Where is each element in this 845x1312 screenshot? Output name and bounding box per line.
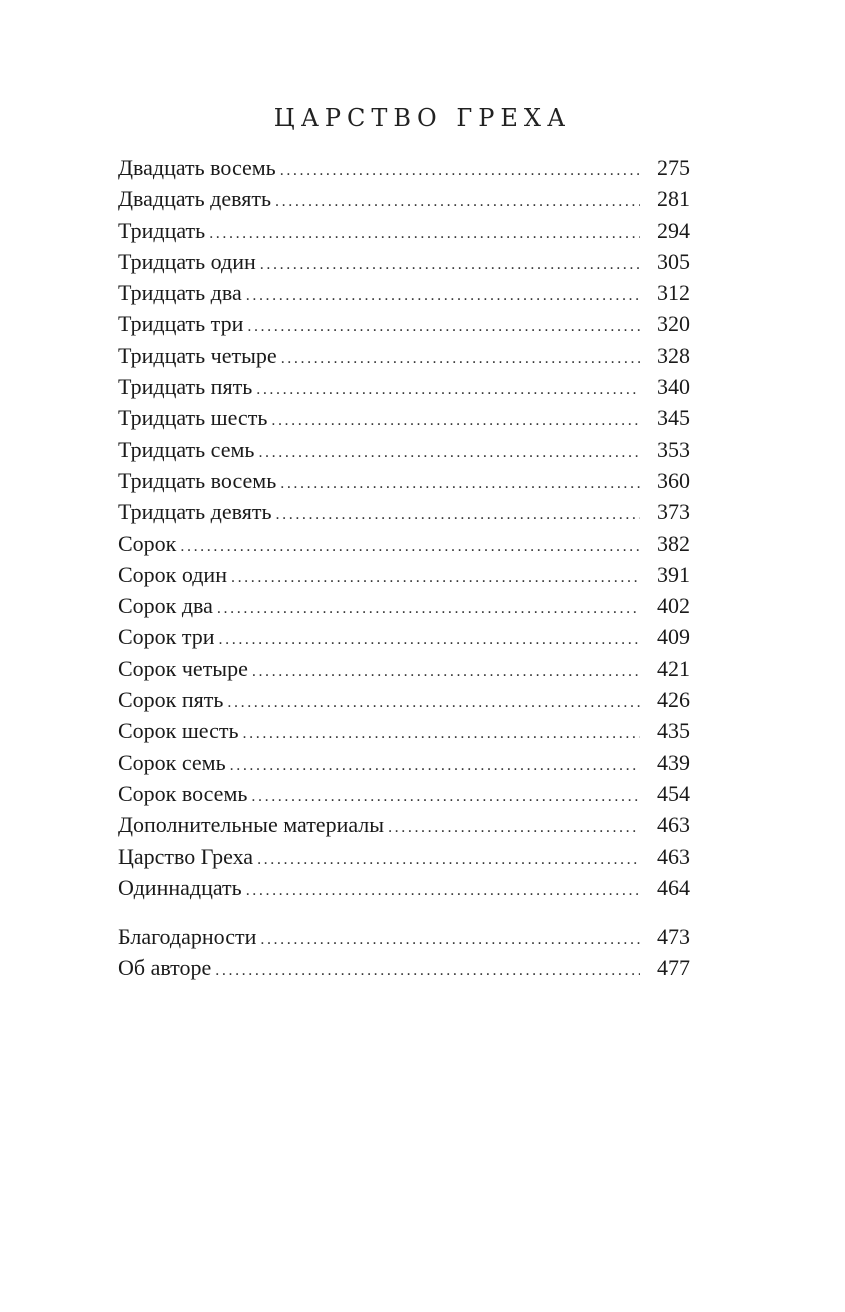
toc-entry-label: Сорок четыре: [118, 655, 248, 681]
toc-entry-label: Тридцать шесть: [118, 405, 268, 431]
toc-entry-label: Тридцать три: [118, 311, 244, 337]
toc-dot-leader: [260, 924, 640, 952]
toc-entry-page-number: 454: [657, 780, 690, 806]
toc-dot-leader: [217, 593, 640, 621]
toc-entry-label: Тридцать: [118, 217, 206, 243]
toc-entry-page-number: 275: [657, 155, 690, 180]
toc-entry-page-number: 463: [657, 812, 690, 838]
toc-entry-label: Тридцать два: [118, 280, 242, 306]
toc-entry-page-number: 360: [657, 467, 690, 493]
toc-entry: [118, 809, 690, 840]
toc-dot-leader: [231, 562, 640, 590]
toc-dot-leader: [281, 343, 640, 371]
toc-entry-page-number: 391: [657, 561, 690, 587]
toc-entry-page-number: 294: [657, 217, 690, 243]
toc-dot-leader: [180, 531, 640, 559]
toc-entry-page-number: 421: [657, 655, 690, 681]
toc-entry-page-number: 477: [657, 955, 690, 981]
toc-entry-label: Двадцать восемь: [118, 155, 276, 180]
toc-entry: [118, 715, 690, 746]
toc-entry: [118, 277, 690, 308]
toc-entry-page-number: 340: [657, 374, 690, 400]
table-of-contents: [118, 152, 690, 984]
toc-dot-leader: [246, 280, 640, 308]
toc-dot-leader: [260, 249, 640, 277]
toc-entry-label: Сорок два: [118, 593, 213, 619]
page-title: ЦАРСТВО ГРЕХА: [273, 104, 572, 133]
toc-entry-page-number: 373: [657, 499, 690, 525]
toc-entry-label: Сорок пять: [118, 687, 224, 713]
toc-entry-label: Тридцать восемь: [118, 467, 277, 493]
toc-entry-page-number: 312: [657, 280, 690, 306]
toc-entry: [118, 653, 690, 684]
toc-dot-leader: [388, 812, 640, 840]
toc-entry: [118, 434, 690, 465]
toc-entry: [118, 872, 690, 903]
toc-entry-page-number: 305: [657, 248, 690, 274]
toc-entry-label: Царство Греха: [118, 843, 254, 869]
toc-entry-page-number: 426: [657, 687, 690, 713]
toc-entry: [118, 308, 690, 339]
toc-entry-label: Сорок один: [118, 561, 227, 587]
toc-dot-leader: [275, 186, 640, 214]
toc-entry-label: Об авторе: [118, 955, 212, 981]
toc-dot-leader: [256, 374, 640, 402]
toc-entry: [118, 246, 690, 277]
toc-entry-label: Дополнительные материалы: [118, 812, 385, 838]
toc-entry-label: Тридцать один: [118, 248, 256, 274]
toc-entry-label: Сорок: [118, 530, 177, 556]
toc-entry-label: Тридцать семь: [118, 436, 255, 462]
toc-entry-label: Сорок шесть: [118, 718, 239, 744]
toc-entry: [118, 778, 690, 809]
toc-dot-leader: [258, 437, 640, 465]
toc-entry: [118, 621, 690, 652]
toc-dot-leader: [247, 311, 640, 339]
toc-dot-leader: [252, 656, 640, 684]
toc-entry: [118, 496, 690, 527]
toc-entry-label: Тридцать девять: [118, 499, 272, 525]
toc-dot-leader: [280, 155, 640, 183]
toc-dot-leader: [215, 955, 640, 983]
toc-entry: [118, 402, 690, 433]
toc-dot-leader: [246, 875, 640, 903]
toc-entry-label: Одиннадцать: [118, 874, 242, 900]
toc-entry-page-number: 402: [657, 593, 690, 619]
toc-entry-page-number: 435: [657, 718, 690, 744]
toc-entry: [118, 183, 690, 214]
toc-dot-leader: [257, 844, 640, 872]
toc-entry: [118, 921, 690, 952]
toc-entry: [118, 465, 690, 496]
toc-group: [118, 152, 690, 903]
toc-entry: [118, 684, 690, 715]
toc-dot-leader: [227, 687, 640, 715]
toc-dot-leader: [251, 781, 640, 809]
toc-dot-leader: [219, 624, 640, 652]
toc-entry: [118, 952, 690, 983]
toc-entry-label: Тридцать пять: [118, 374, 253, 400]
toc-entry-label: Сорок семь: [118, 749, 226, 775]
toc-entry-label: Благодарности: [118, 924, 257, 950]
toc-entry: [118, 528, 690, 559]
toc-dot-leader: [276, 499, 640, 527]
toc-entry-page-number: 439: [657, 749, 690, 775]
toc-entry-page-number: 473: [657, 924, 690, 950]
toc-entry-label: Тридцать четыре: [118, 342, 277, 368]
toc-entry-page-number: 463: [657, 843, 690, 869]
toc-entry-label: Двадцать девять: [118, 186, 272, 212]
toc-dot-leader: [271, 405, 640, 433]
toc-entry-label: Сорок восемь: [118, 780, 248, 806]
toc-entry-page-number: 409: [657, 624, 690, 650]
toc-entry: [118, 841, 690, 872]
toc-dot-leader: [280, 468, 640, 496]
toc-entry-page-number: 345: [657, 405, 690, 431]
toc-entry-label: Сорок три: [118, 624, 215, 650]
toc-dot-leader: [209, 218, 640, 246]
toc-entry-page-number: 353: [657, 436, 690, 462]
toc-entry: [118, 340, 690, 371]
toc-entry-page-number: 320: [657, 311, 690, 337]
toc-entry: [118, 371, 690, 402]
toc-dot-leader: [230, 750, 640, 778]
toc-dot-leader: [243, 718, 640, 746]
toc-entry: [118, 559, 690, 590]
toc-entry: [118, 152, 690, 183]
toc-entry-page-number: 382: [657, 530, 690, 556]
toc-entry-page-number: 464: [657, 874, 690, 900]
toc-entry: [118, 590, 690, 621]
toc-entry-page-number: 328: [657, 342, 690, 368]
toc-entry: [118, 215, 690, 246]
toc-group: [118, 921, 690, 984]
toc-entry: [118, 747, 690, 778]
toc-entry-page-number: 281: [657, 186, 690, 212]
